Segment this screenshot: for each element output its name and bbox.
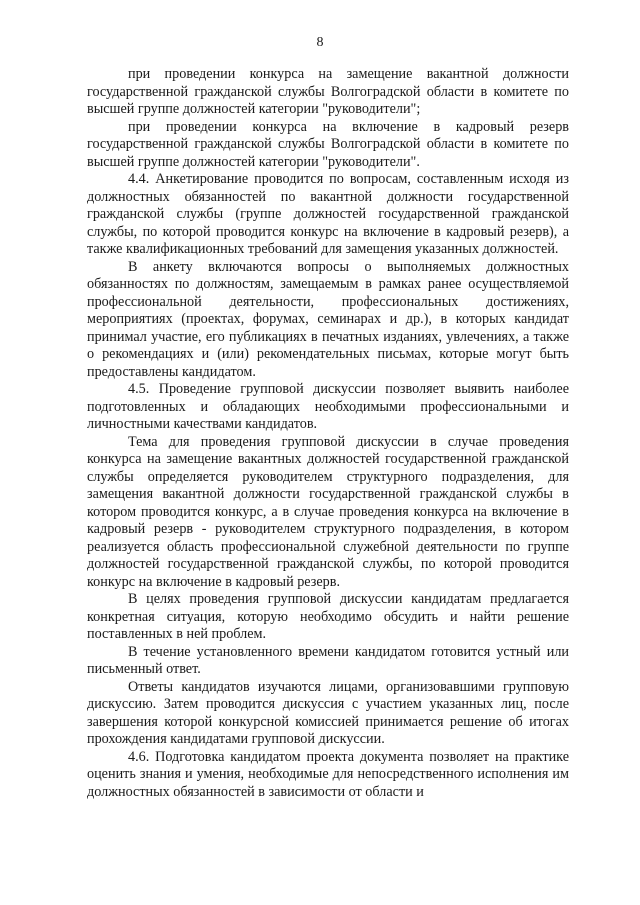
- paragraph-2: при проведении конкурса на включение в кадровый резерв государственной гражданской службы Волгоградской области в комитете по высшей группе должностей категории "руководители".: [87, 118, 569, 170]
- paragraph-1: при проведении конкурса на замещение вакантной должности государственной гражданской службы Волгоградской области в комитете по высшей группе должностей категории "руководители";: [87, 66, 569, 117]
- paragraph-5: 4.5. Проведение групповой дискуссии позволяет выявить наиболее подготовленных и обладающих необходимыми профессиональными и личностными качествами кандидатов.: [87, 381, 569, 432]
- paragraph-10: 4.6. Подготовка кандидатом проекта документа позволяет на практике оценить знания и умения, необходимые для непосредственного исполнения им должностных обязанностей в зависимости от области и: [87, 748, 569, 800]
- paragraph-8: В течение установленного времени кандидатом готовится устный или письменный ответ.: [87, 643, 569, 677]
- paragraph-3: 4.4. Анкетирование проводится по вопросам, составленным исходя из должностных обязанностей по вакантной должности государственной гражданской службы (группе должностей государственной гражданской службы, по которой проводится конкурс на включение в кадровый резерв), а также квалификационных требований для замещения указанных должностей.: [87, 171, 569, 257]
- paragraph-6: Тема для проведения групповой дискуссии в случае проведения конкурса на замещение вакантных должностей государственной гражданской службы определяется руководителем структурного подразделения, для замещения вакантной должности государственной гражданской службы в котором проводится конкурс, а в случае проведения конкурса на включение в кадровый резерв - руководителем структурного подразделения, в котором реализуется область профессиональной служебной деятельности по группе должностей государственной гражданской службы, по которой проводится конкурс на включение в кадровый резерв.: [87, 433, 569, 590]
- paragraph-9: Ответы кандидатов изучаются лицами, организовавшими групповую дискуссию. Затем проводится дискуссия с участием указанных лиц, после завершения которой конкурсной комиссией принимается решение об итогах прохождения кандидатами групповой дискуссии.: [87, 678, 569, 747]
- paragraph-4: В анкету включаются вопросы о выполняемых должностных обязанностях по должностям, замещаемым в рамках ранее осуществляемой профессиональной деятельности, профессиональных достижениях, мероприятиях (проектах, форумах, семинарах и др.), в которых кандидат принимал участие, его публикациях в печатных изданиях, увлечениях, а также о рекомендациях и (или) рекомендательных письмах, которые могут быть предоставлены кандидатом.: [87, 258, 569, 380]
- document-body: [87, 66, 569, 801]
- paragraph-7: В целях проведения групповой дискуссии кандидатам предлагается конкретная ситуация, которую необходимо обсудить и найти решение поставленных в ней проблем.: [87, 591, 569, 642]
- page-number: 8: [316, 35, 324, 50]
